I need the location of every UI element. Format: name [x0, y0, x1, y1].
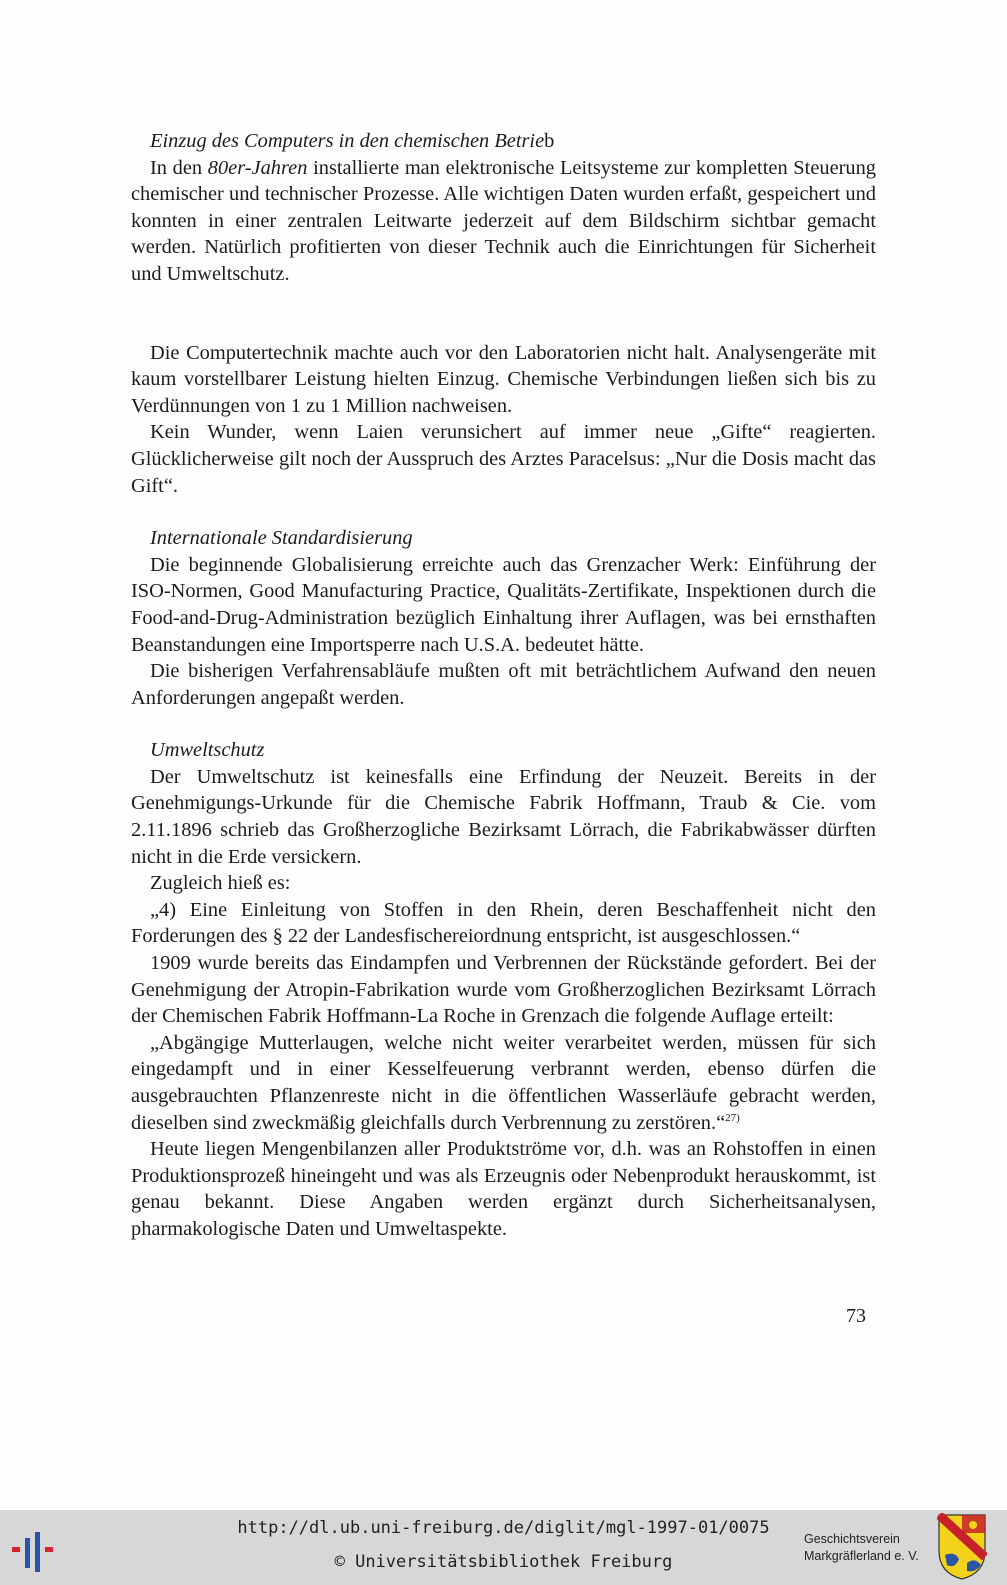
paragraph: Kein Wunder, wenn Laien verunsichert auf immer neue „Gifte“ reagierten. Glücklicherweise gilt noch der Ausspruch des Arztes Paracelsus: „Nur die Dosis macht das Gift“. — [131, 421, 876, 497]
quote-paragraph: „4) Eine Einleitung von Stoffen in den Rhein, deren Beschaffenheit nicht den Forderungen des § 22 der Landesfischereiordnung entspricht, ist ausgeschlossen.“ — [131, 898, 876, 948]
permalink-url[interactable]: http://dl.ub.uni-freiburg.de/diglit/mgl-1997-01/0075 — [237, 1518, 770, 1538]
footer-bar — [0, 1510, 1007, 1585]
paragraph: Zugleich hieß es: — [150, 872, 291, 895]
paragraph: Heute liegen Mengenbilanzen aller Produktströme vor, d.h. was an Rohstoffen in einen Produktionsprozeß hineingeht und was als Erzeugnis oder Nebenprodukt herauskommt, ist genau bekannt. Diese Angaben werden ergänzt durch Sicherheitsanalysen, pharmakologische Daten und Umweltaspekte. — [131, 1138, 876, 1240]
quote-paragraph: „Abgängige Mutterlaugen, welche nicht weiter verarbeitet werden, müssen für sich eingedampft und in einer Kesselfeuerung verbrannt werden, ebenso dürfen die ausgebrauchten Pflanzenreste nicht in die öffentlichen Wasserläufe gebracht werden, dieselben sind zweckmäßig gleichfalls durch Verbrennung zu zerstören.“$^{27)}$ — [131, 1031, 876, 1134]
copyright-notice: © Universitätsbibliothek Freiburg — [334, 1552, 673, 1572]
paragraph: 1909 wurde bereits das Eindampfen und Verbrennen der Rückstände gefordert. Bei der Genehmigung der Atropin-Fabrikation wurde vom Großherzoglichen Bezirksamt Lörrach der Chemischen Fabrik Hoffmann-La Roche in Grenzach die folgende Auflage erteilt: — [131, 952, 876, 1028]
page-body — [131, 128, 876, 1243]
paragraph: Die bisherigen Verfahrensabläufe mußten oft mit beträchtlichem Aufwand den neuen Anforderungen angepaßt werden. — [131, 660, 876, 709]
page-number: 73 — [846, 1305, 866, 1327]
society-name: Geschichtsverein Markgräflerland e. V. — [804, 1532, 919, 1563]
paragraph: In den 80er-Jahren installierte man elektronische Leitsysteme zur kompletten Steuerung chemischer und technischer Prozesse. Alle wichtigen Daten wurden erfaßt, gespeichert und konnten in einer zentralen Leitwarte jederzeit auf dem Bildschirm sichtbar gemacht werden. Natürlich profitierten von dieser Technik auch die Einrichtungen für Sicherheit und Umweltschutz. — [131, 156, 876, 285]
footnote-ref: 27) — [725, 1111, 740, 1124]
section-heading-standardisierung: Internationale Standardisierung — [150, 527, 413, 550]
italic-term: 80er-Jahren — [207, 156, 308, 179]
section-heading-umweltschutz: Umweltschutz — [150, 739, 265, 762]
paragraph: Die beginnende Globalisierung erreichte auch das Grenzacher Werk: Einführung der ISO-Normen, Good Manufacturing Practice, Qualitäts-Zertifikate, Inspektionen durch die Food-and-Drug-Administration bezüglich Einhaltung ihrer Auflagen, was bei ernsthaften Beanstandungen eine Importsperre nach U.S.A. bedeutet hätte. — [131, 553, 876, 656]
paragraph: Die Computertechnik machte auch vor den Laboratorien nicht halt. Analysengeräte mit kaum vorstellbarer Leistung hielten Einzug. Chemische Verbindungen ließen sich bis zu Verdünnungen von 1 zu 1 Million nachweisen. — [131, 341, 876, 417]
paragraph: Der Umweltschutz ist keinesfalls eine Erfindung der Neuzeit. Bereits in der Genehmigungs-Urkunde für die Chemische Fabrik Hoffmann, Traub & Cie. vom 2.11.1896 schrieb das Großherzogliche Bezirksamt Lörrach, die Fabrikabwässer dürften nicht in die Erde versickern. — [131, 765, 876, 868]
coat-of-arms-icon — [937, 1513, 987, 1581]
section-heading-computers: Einzug des Computers in den chemischen Betrieb — [150, 130, 555, 152]
